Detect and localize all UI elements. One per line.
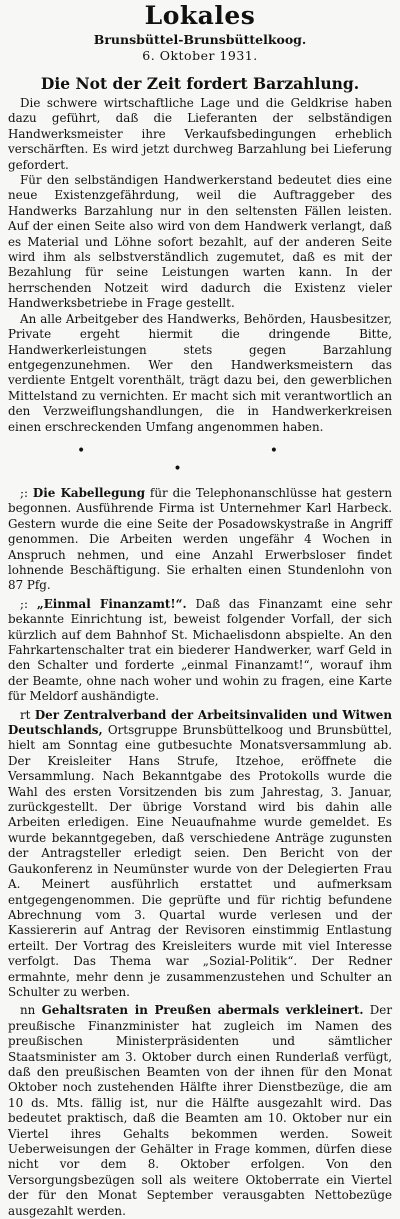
- news-item-prefix: rt: [20, 707, 31, 722]
- dateline-date: 6. Oktober 1931.: [142, 48, 258, 63]
- article-body: [8, 96, 392, 435]
- news-item-lead: „Einmal Finanzamt!“.: [36, 596, 187, 611]
- news-item-text: für die Telephonanschlüsse hat gestern begonnen. Ausführende Firma ist Unternehmer Karl Harbeck. Gestern wurde die eine Seite der Posadowskystraße in Angriff genommen. Die Arbeiten werden ungefähr 4 Wochen in Anspruch nehmen, und eine Anzahl Erwerbsloser findet lohnende Beschäftigung. Sie erhalten einen Stundenlohn von 87 Pfg.: [8, 485, 392, 593]
- news-item: [8, 486, 392, 594]
- news-items: [8, 486, 392, 1219]
- article-headline: Die Not der Zeit fordert Barzahlung.: [40, 74, 360, 93]
- article-paragraph: Für den selbständigen Handwerkerstand bedeutet dies eine neue Existenzgefährdung, weil die Auftraggeber des Handwerks Barzahlung nur in den seltensten Fällen leisten. Auf der einen Seite also wird von dem Handwerk verlangt, daß es Material und Löhne sofort bezahlt, auf der anderen Seite wird ihm als selbstverständlich zugemutet, daß es mit der Bezahlung für seine Leistungen warten kann. In der herrschenden Notzeit wird dadurch die Existenz vieler Handwerksbetriebe in Frage gestellt.: [8, 173, 392, 311]
- section-divider: • • •: [77, 442, 368, 477]
- article-paragraph: An alle Arbeitgeber des Handwerks, Behörden, Hausbesitzer, Private ergeht hiermit die dringende Bitte, Handwerkerleistungen stets gegen Barzahlung entgegenzunehmen. Wer den Handwerksmeistern das verdiente Entgelt vorenthält, trägt dazu bei, den gewerblichen Mittelstand zu vernichten. Er macht sich mit verantwortlich an den Verzweiflungshandlungen, die in Handwerkerkreisen einen erschreckenden Umfang angenommen haben.: [8, 311, 392, 434]
- news-item-prefix: ;:: [20, 485, 29, 500]
- masthead: [8, 0, 392, 64]
- news-item-lead: Der Zentralverband der Arbeitsinvaliden und Witwen Deutschlands,: [8, 707, 392, 738]
- news-item-prefix: ;:: [20, 596, 29, 611]
- news-item-lead: Gehaltsraten in Preußen abermals verkleinert.: [41, 1003, 364, 1018]
- news-item: [8, 597, 392, 705]
- article-paragraph: Die schwere wirtschaftliche Lage und die Geldkrise haben dazu geführt, daß die Lieferanten der selbständigen Handwerksmeister ihre Verkaufsbedingungen erheblich verschärften. Es wird jetzt durchweg Barzahlung bei Lieferung gefordert.: [8, 96, 392, 172]
- news-item: [8, 708, 392, 1001]
- news-item-lead: Die Kabellegung: [32, 485, 146, 500]
- dateline-place: Brunsbüttel-Brunsbüttelkoog.: [93, 32, 307, 47]
- section-title: Lokales: [144, 1, 256, 30]
- news-item-text: Ortsgruppe Brunsbüttelkoog und Brunsbüttel, hielt am Sonntag eine gutbesuchte Monatsversammlung ab. Der Kreisleiter Hans Strufe, Itzehoe, eröffnete die Versammlung. Nach Bekanntgabe des Protokolls wurde die Wahl des ersten Vorsitzenden bis zum Jahrestag, 3. Januar, zurückgestellt. Der übrige Vorstand wird bis dahin alle Arbeiten erledigen. Eine Neuaufnahme wurde gemeldet. Es wurde bekanntgegeben, daß verschiedene Anträge zugunsten der Antragsteller erledigt seien. Den Bericht von der Gaukonferenz in Neumünster wurde von der Delegierten Frau A. Meinert ausführlich erstattet und aufmerksam entgegengenommen. Die geprüfte und für richtig befundene Abrechnung vom 3. Quartal wurde verlesen und der Kassiererin auf Antrag der Revisoren einstimmig Entlastung erteilt. Der Vortrag des Kreisleiters wurde mit viel Interesse verfolgt. Das Thema war „Sozial-Politik“. Der Redner ermahnte, mehr denn je zusammenzustehen und Schulter an Schulter zu werben.: [8, 723, 392, 999]
- news-item: [8, 1003, 392, 1219]
- news-item-prefix: nn: [20, 1003, 36, 1018]
- news-item-text: Daß das Finanzamt eine sehr bekannte Einrichtung ist, beweist folgender Vorfall, der sich kürzlich auf dem Bahnhof St. Michaelisdonn abspielte. An den Fahrkartenschalter trat ein biederer Handwerker, warf Geld in den Schalter und forderte „einmal Finanzamt!“, worauf ihm der Beamte, ohne nach woher und wohin zu fragen, eine Karte für Meldorf aushändigte.: [8, 596, 393, 704]
- news-item-text: Der preußische Finanzminister hat zugleich im Namen des preußischen Ministerpräsidenten und sämtlicher Staatsminister am 3. Oktober durch einen Runderlaß verfügt, daß den preußischen Beamten von der ihnen für den Monat Oktober noch zustehenden Hälfte ihrer Dienstbezüge, die am 10 ds. Mts. fällig ist, nur die Hälfte ausgezahlt wird. Das bedeutet praktisch, daß die Beamten am 10. Oktober nur ein Viertel ihres Gehalts bekommen werden. Soweit Ueberweisungen der Gehälter in Frage kommen, dürfen diese nicht vor dem 8. Oktober erfolgen. Von den Versorgungsbezügen soll als weitere Oktoberrate ein Viertel der für den Monat September verausgabten Nettobezüge ausgezahlt werden.: [8, 1003, 393, 1218]
